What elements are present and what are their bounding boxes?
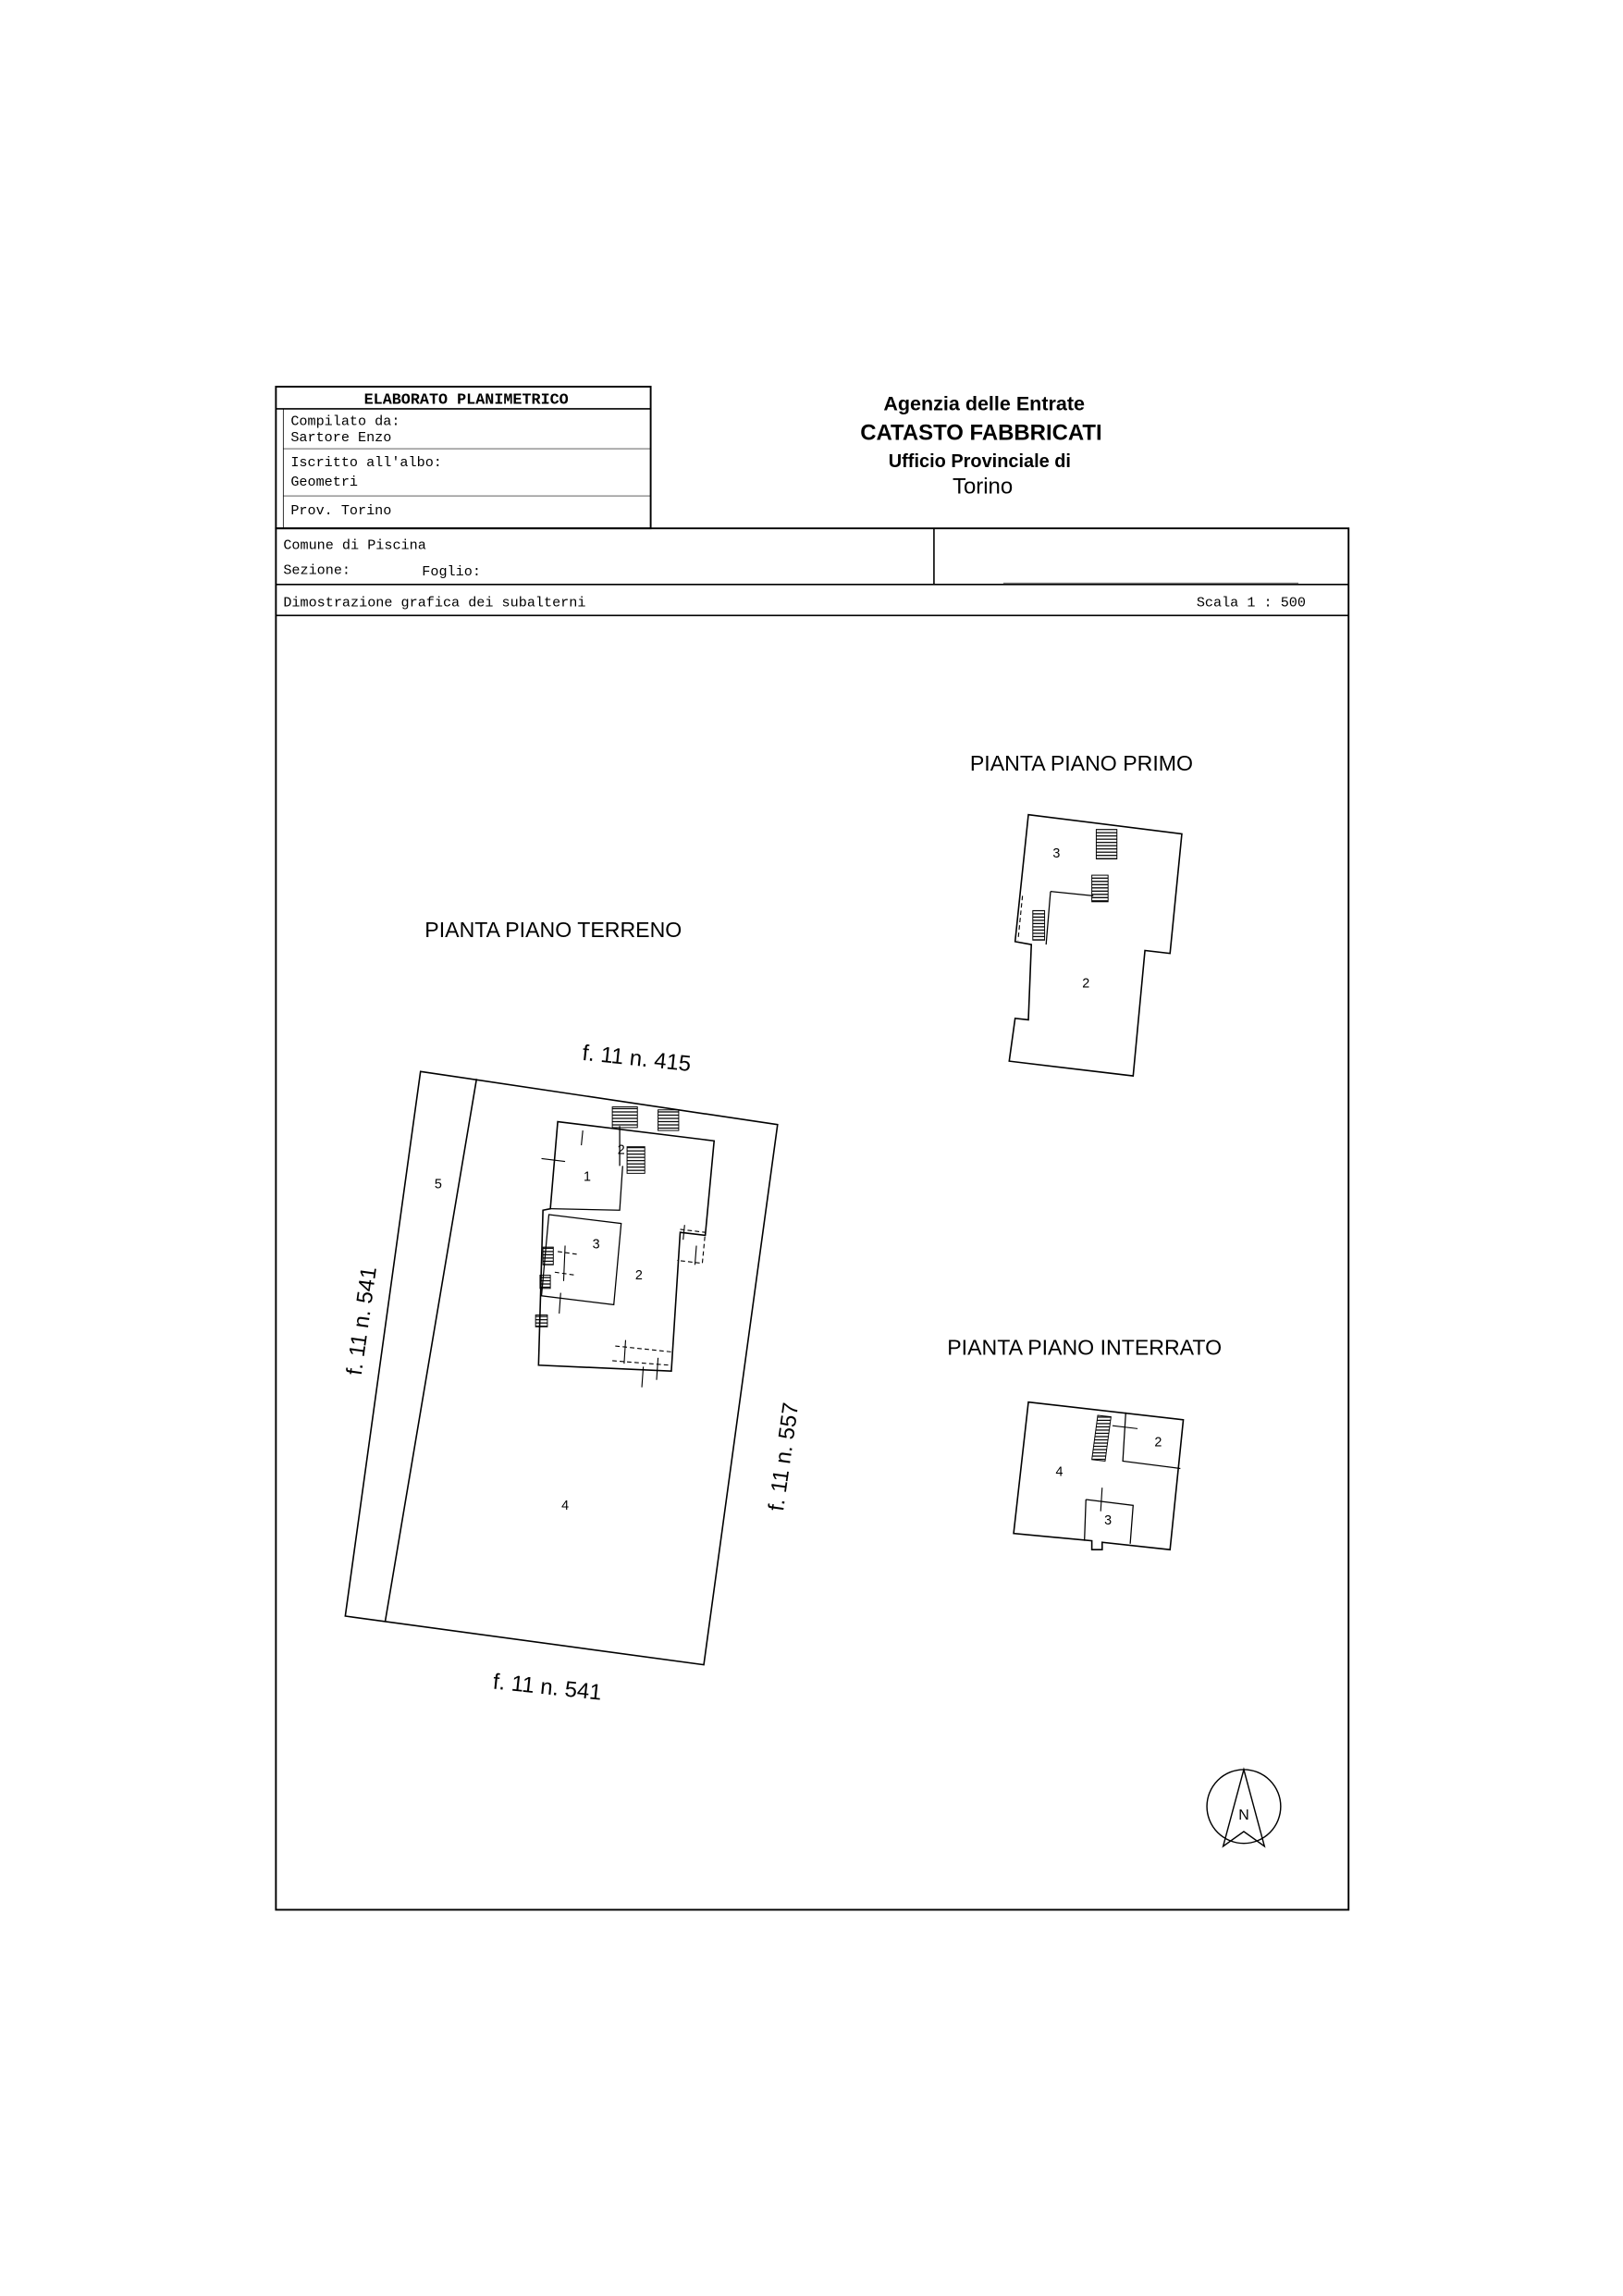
door-marks [542,1130,706,1388]
neighbor-west-label: f. 11 n. 541 [341,1265,382,1377]
plan-interrato [947,1336,1222,1550]
agency-header [860,393,1101,500]
stairs-icon [658,1110,679,1130]
stairs-icon [627,1147,645,1174]
plan-primo [970,751,1193,1076]
room-label: 4 [561,1499,570,1514]
main-frame [276,528,1348,1909]
room-label: 2 [617,1142,625,1158]
neighbor-south-label: f. 11 n. 541 [491,1669,603,1706]
room-label: 3 [1052,846,1061,861]
north-arrow-icon [1207,1770,1281,1846]
room-label: 4 [1055,1464,1064,1480]
sezione-label: Sezione: [283,562,351,579]
plan-primo-outline [1009,815,1182,1076]
agency-name: Agenzia delle Entrate [883,392,1085,415]
dimostrazione-label: Dimostrazione grafica dei subalterni [283,594,586,611]
room-label: 3 [592,1237,600,1253]
neighbor-east-label: f. 11 n. 557 [764,1401,805,1513]
stairs-icon [540,1275,550,1288]
plan-interrato-title: PIANTA PIANO INTERRATO [947,1335,1223,1360]
stairs-icon [543,1247,553,1265]
stairs-icon [1092,875,1109,902]
room-label: 3 [1104,1513,1113,1529]
room-label: 2 [1154,1435,1162,1450]
stairs-icon [535,1315,547,1327]
scale-label: Scala 1 : 500 [1196,594,1306,611]
stairs-icon [612,1107,637,1128]
lot-strip-boundary [385,1079,476,1622]
plan-primo-title: PIANTA PIANO PRIMO [969,750,1194,775]
iscritto-label: Iscritto all'albo: [290,454,442,472]
prov-value: Prov. Torino [290,502,392,520]
iscritto-value: Geometri [290,473,359,490]
neighbor-north-label: f. 11 n. 415 [581,1040,693,1078]
catasto-title: CATASTO FABBRICATI [860,420,1102,446]
comune-label: Comune di Piscina [283,537,426,554]
foglio-label: Foglio: [422,563,481,581]
plan-primo-partition [1046,892,1093,944]
title-block [276,387,650,528]
stairs-icon [1033,910,1045,940]
room-label: 2 [634,1268,643,1284]
stairs-icon [1096,830,1116,859]
building-partition [550,1126,622,1210]
north-arrow-letter: N [1238,1808,1249,1824]
title-block-heading: ELABORATO PLANIMETRICO [363,391,569,410]
plan-terreno-title: PIANTA PIANO TERRENO [424,918,682,943]
room-label: 1 [584,1169,591,1185]
room-label: 5 [434,1177,442,1192]
room-label: 2 [1082,976,1090,992]
stairs-icon [1092,1415,1112,1461]
ufficio-city: Torino [952,474,1014,500]
compilato-label: Compilato da: [290,413,400,430]
ufficio-label: Ufficio Provinciale di [888,451,1071,472]
plan-terreno [342,918,804,1706]
compilato-value: Sartore Enzo [290,429,392,447]
